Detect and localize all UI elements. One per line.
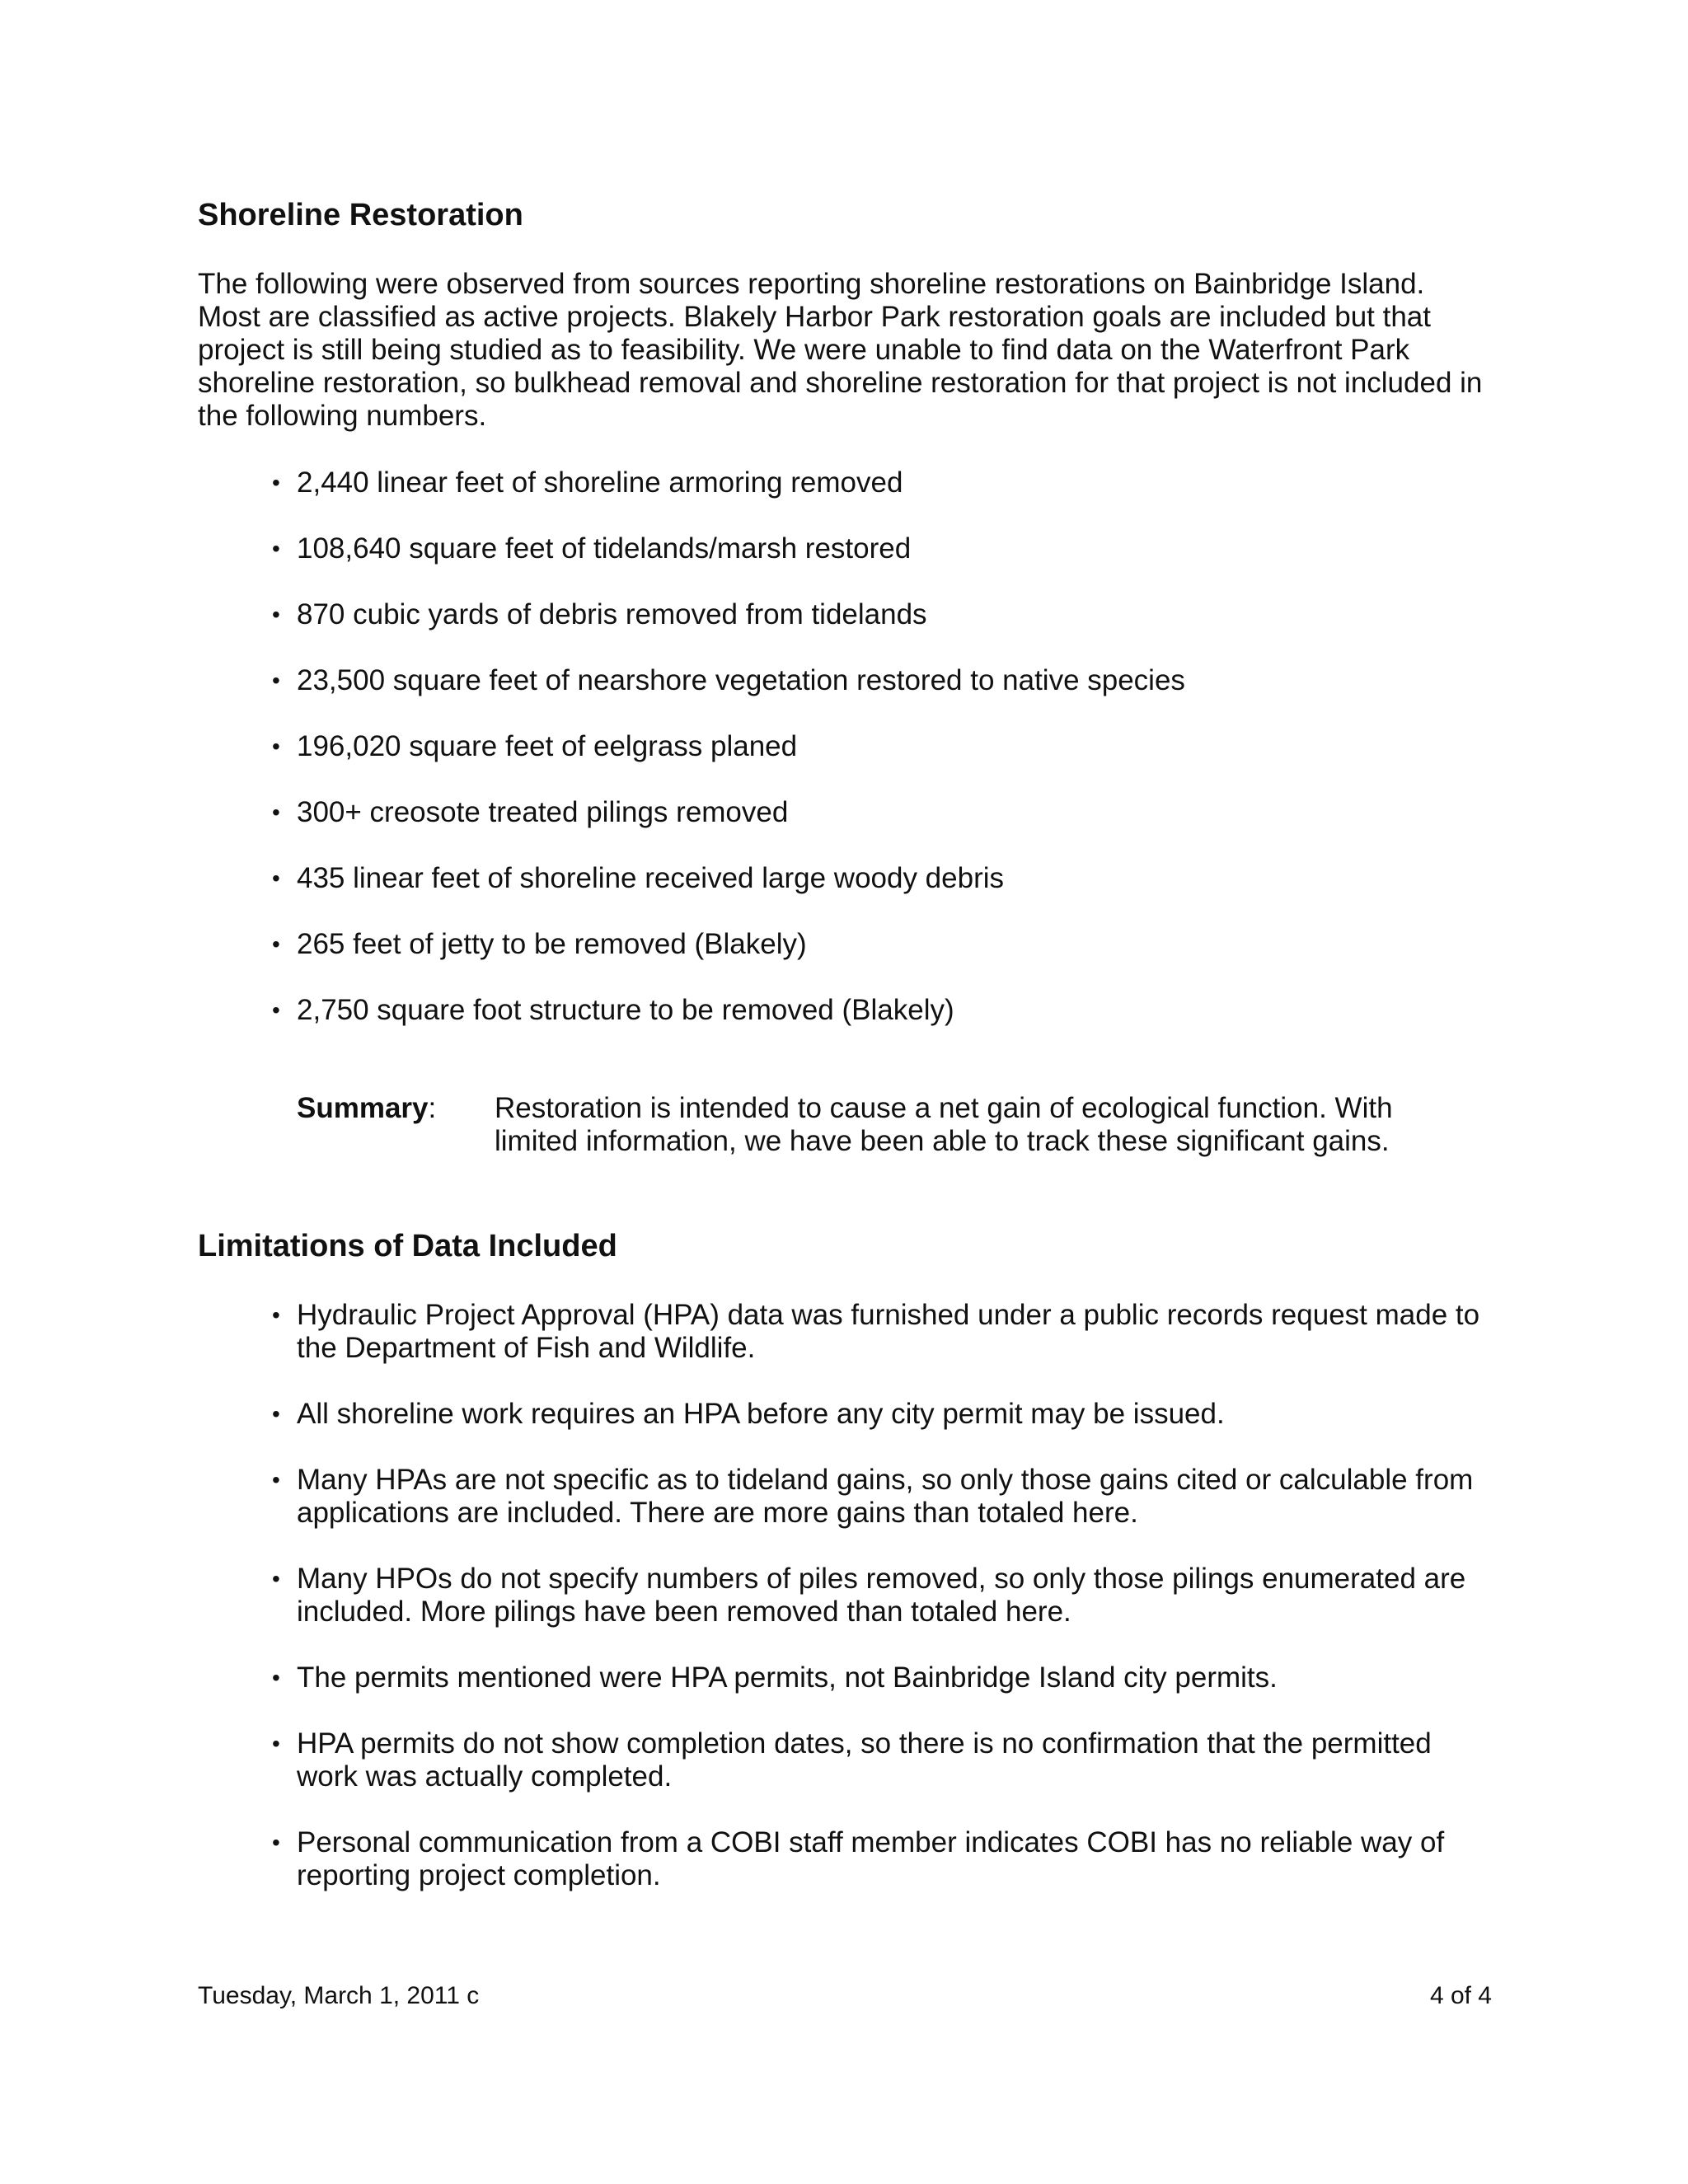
restoration-bullet-list [272, 466, 1492, 1060]
list-item: • 2,440 linear feet of shoreline armoring removed [272, 466, 903, 499]
bullet-icon: • [272, 1830, 280, 1855]
summary-text: Restoration is intended to cause a net gain of ecological function. With limited information, we have been able to track these significant gains. [495, 1092, 1393, 1157]
list-item: • 435 linear feet of shoreline received large woody debris [272, 862, 1005, 894]
section-title-limitations: Limitations of Data Included [198, 1229, 617, 1263]
section-title-shoreline-restoration: Shoreline Restoration [198, 198, 523, 232]
bullet-icon: • [272, 536, 280, 561]
bullet-icon: • [272, 733, 280, 759]
intro-paragraph: The following were observed from sources reporting shoreline restorations on Bainbridge Island. Most are classified as active projects. Blakely Harbor Park restoration goals are included but that project is still being studied as to feasibility. We were unable to find data on the Waterfront Park shoreline restoration, so bulkhead removal and shoreline restoration for that project is not included in the following numbers. [198, 268, 1483, 432]
summary-label: Summary: [297, 1092, 437, 1124]
bullet-icon: • [272, 865, 280, 891]
bullet-icon: • [272, 1731, 280, 1756]
limitations-bullet-list [272, 1299, 1492, 1925]
bullet-icon: • [272, 1467, 280, 1493]
list-item: • 265 feet of jetty to be removed (Blakely) [272, 928, 807, 960]
list-item: • Many HPOs do not specify numbers of piles removed, so only those pilings enumerated are included. More pilings have been removed than totaled here. [272, 1563, 1466, 1628]
bullet-icon: • [272, 668, 280, 693]
bullet-icon: • [272, 997, 280, 1023]
list-item: • HPA permits do not show completion dates, so there is no confirmation that the permitted work was actually completed. [272, 1727, 1432, 1793]
list-item: • The permits mentioned were HPA permits, not Bainbridge Island city permits. [272, 1661, 1278, 1694]
bullet-icon: • [272, 931, 280, 957]
bullet-icon: • [272, 799, 280, 825]
bullet-icon: • [272, 602, 280, 627]
list-item: • Hydraulic Project Approval (HPA) data was furnished under a public records request made to the Department of Fish and Wildlife. [272, 1299, 1480, 1364]
list-item: • 300+ creosote treated pilings removed [272, 796, 789, 828]
bullet-icon: • [272, 470, 280, 495]
list-item: • 23,500 square feet of nearshore vegetation restored to native species [272, 664, 1185, 696]
list-item: • 108,640 square feet of tidelands/marsh restored [272, 532, 912, 565]
list-item: • 2,750 square foot structure to be removed (Blakely) [272, 994, 954, 1026]
footer-page-number: 4 of 4 [1429, 1982, 1492, 2009]
list-item: • 870 cubic yards of debris removed from tidelands [272, 598, 927, 630]
summary-block [297, 1092, 1492, 1158]
footer-date: Tuesday, March 1, 2011 c [198, 1982, 480, 2009]
bullet-icon: • [272, 1302, 280, 1328]
bullet-icon: • [272, 1665, 280, 1690]
bullet-icon: • [272, 1566, 280, 1591]
list-item: • Personal communication from a COBI staff member indicates COBI has no reliable way of reporting project completion. [272, 1826, 1445, 1891]
list-item: • All shoreline work requires an HPA before any city permit may be issued. [272, 1398, 1225, 1430]
bullet-icon: • [272, 1401, 280, 1427]
list-item: • Many HPAs are not specific as to tideland gains, so only those gains cited or calculable from applications are included. There are more gains than totaled here. [272, 1464, 1474, 1529]
list-item: • 196,020 square feet of eelgrass planed [272, 730, 798, 762]
